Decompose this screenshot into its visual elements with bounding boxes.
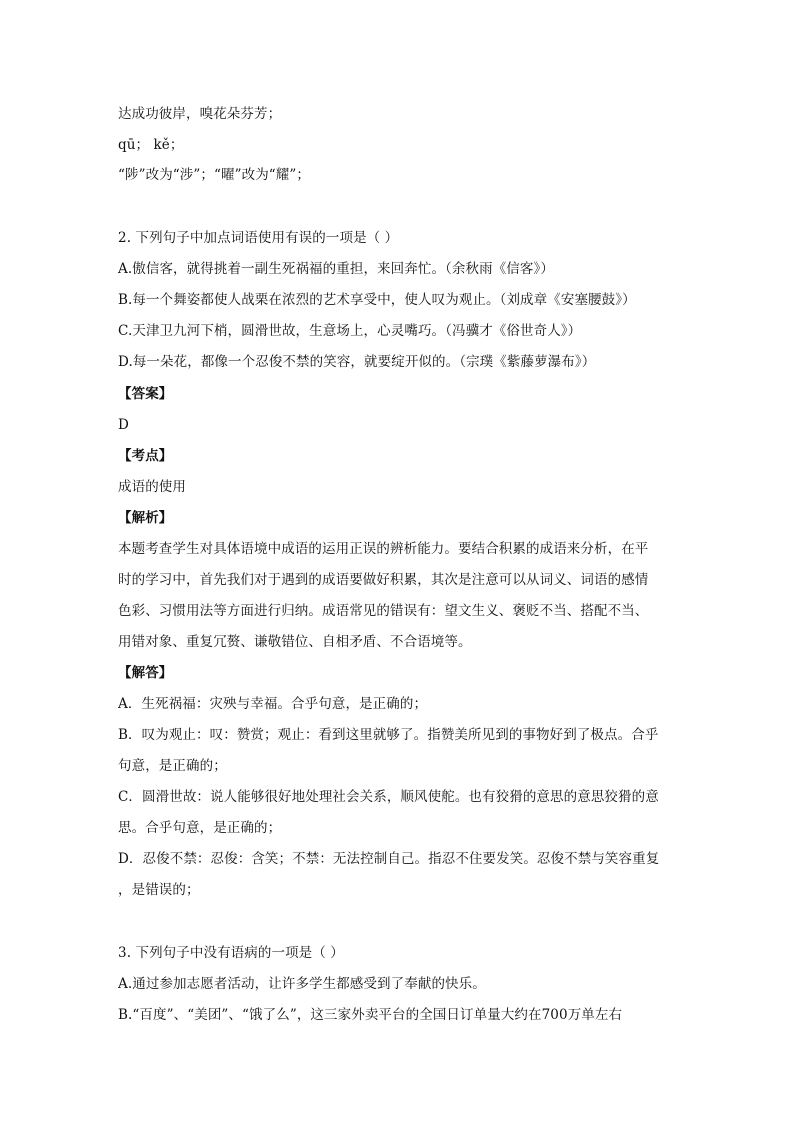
jieda-line-2: B．叹为观止：叹：赞赏；观止：看到这里就够了。指赞美所见到的事物好到了极点。合乎 (118, 727, 659, 743)
intro-line-1: 达成功彼岸，嗅花朵芬芳； (118, 106, 282, 122)
q2-stem: 2. 下列句子中加点词语使用有误的一项是（ ） (118, 230, 399, 246)
answer-value: D (118, 417, 129, 433)
answer-label: 【答案】 (118, 386, 173, 402)
kaodian-value: 成语的使用 (118, 479, 186, 495)
kaodian-label: 【考点】 (118, 448, 173, 464)
q2-option-c: C.天津卫九河下梢，圆滑世故，生意场上，心灵嘴巧。（冯骥才《俗世奇人》） (118, 323, 582, 339)
jiexi-line-4: 用错对象、重复冗赘、谦敬错位、自相矛盾、不合语境等。 (118, 634, 472, 650)
q2-option-a: A.傲信客，就得挑着一副生死祸福的重担，来回奔忙。（余秋雨《信客》） (118, 261, 554, 277)
jieda-line-4: C．圆滑世故：说人能够很好地处理社会关系，顺风使舵。也有狡猾的意思的意思狡猾的意 (118, 789, 659, 805)
jieda-line-7: ，是错误的； (118, 882, 200, 898)
q2-option-b: B.每一个舞姿都使人战栗在浓烈的艺术享受中，使人叹为观止。（刘成章《安塞腰鼓》） (118, 292, 636, 308)
q3-option-b: B.“百度”、“美团”、“饿了么”，这三家外卖平台的全国日订单量大约在700万单左右 (118, 1007, 623, 1023)
jieda-label: 【解答】 (118, 665, 173, 681)
jieda-line-6: D．忍俊不禁：忍俊：含笑；不禁：无法控制自己。指忍不住要发笑。忍俊不禁与笑容重复 (118, 851, 660, 867)
jiexi-line-2: 时的学习中，首先我们对于遇到的成语要做好积累，其次是注意可以从词义、词语的感情 (118, 572, 649, 588)
q3-stem: 3. 下列句子中没有语病的一项是（ ） (118, 945, 344, 961)
intro-line-3: “陟”改为“涉”；“曜”改为“耀”； (118, 167, 311, 183)
jiexi-line-1: 本题考查学生对具体语境中成语的运用正误的辨析能力。要结合积累的成语来分析，在平 (118, 541, 649, 557)
intro-line-2-pinyin: qū； kě； (118, 137, 184, 153)
jieda-line-5: 思。合乎句意，是正确的； (118, 820, 282, 836)
jieda-line-3: 句意，是正确的； (118, 758, 227, 774)
jiexi-line-3: 色彩、习惯用法等方面进行归纳。成语常见的错误有：望文生义、褒贬不当、搭配不当、 (118, 603, 649, 619)
jieda-line-1: A．生死祸福：灾殃与幸福。合乎句意，是正确的； (118, 696, 428, 712)
q3-option-a: A.通过参加志愿者活动，让许多学生都感受到了奉献的快乐。 (118, 976, 486, 992)
jiexi-label: 【解析】 (118, 510, 173, 526)
q2-option-d: D.每一朵花，都像一个忍俊不禁的笑容，就要绽开似的。（宗璞《紫藤萝瀑布》） (118, 354, 596, 370)
